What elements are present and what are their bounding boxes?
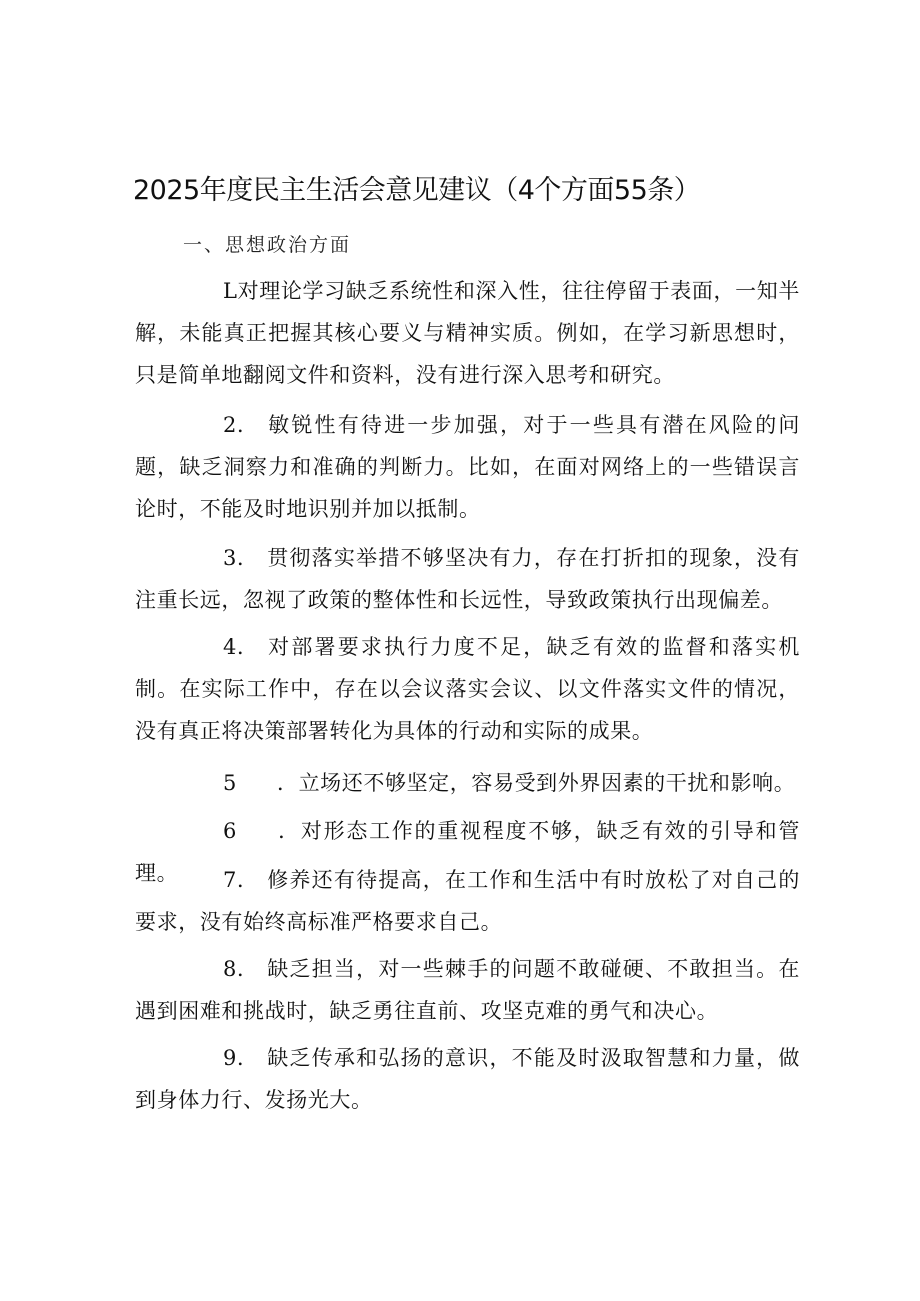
item-number: 6 — [223, 819, 237, 843]
document-title: 2025年度民主生活会意见建议（4个方面55条） — [133, 175, 701, 206]
item-text: 修养还有待提高，在工作和生活中有时放松了对自己的要求，没有始终高标准严格要求自己。 — [135, 868, 800, 934]
item-number: 2． — [223, 413, 259, 437]
item-text: ．对形态工作的重视程度不够，缺乏有效的引导和管理。 — [135, 819, 800, 885]
list-item — [135, 270, 800, 396]
item-text: 对理论学习缺乏系统性和深入性，往往停留于表面，一知半解，未能真正把握其核心要义与精神实质。例如，在学习新思想时，只是简单地翻阅文件和资料，没有进行深入思考和研究。 — [135, 279, 800, 387]
item-number: 7． — [223, 868, 259, 892]
list-item — [135, 626, 800, 752]
item-number: L — [223, 279, 238, 303]
item-number: 8． — [223, 957, 259, 981]
item-text: 贯彻落实举措不够坚决有力，存在打折扣的现象，没有注重长远，忽视了政策的整体性和长远性，导致政策执行出现偏差。 — [135, 546, 800, 612]
item-text: 敏锐性有待进一步加强，对于一些具有潜在风险的问题，缺乏洞察力和准确的判断力。比如，在面对网络上的一些错误言论时，不能及时地识别并加以抵制。 — [135, 413, 800, 521]
list-item — [135, 537, 800, 621]
item-text: 缺乏担当，对一些棘手的问题不敢碰硬、不敢担当。在遇到困难和挑战时，缺乏勇往直前、攻坚克难的勇气和决心。 — [135, 957, 800, 1023]
item-number: 3． — [223, 546, 259, 570]
item-text: 对部署要求执行力度不足，缺乏有效的监督和落实机制。在实际工作中，存在以会议落实会议、以文件落实文件的情况，没有真正将决策部署转化为具体的行动和实际的成果。 — [135, 635, 800, 743]
list-item — [135, 762, 800, 804]
list-item — [135, 404, 800, 530]
item-text: 缺乏传承和弘扬的意识，不能及时汲取智慧和力量，做到身体力行、发扬光大。 — [135, 1046, 800, 1112]
item-number: 5 — [223, 771, 237, 795]
item-number: 4． — [223, 635, 259, 659]
list-item — [135, 1037, 800, 1121]
list-item — [135, 859, 800, 943]
section-heading: 一、思想政治方面 — [183, 234, 352, 256]
item-number: 9． — [223, 1046, 259, 1070]
list-item — [135, 948, 800, 1032]
item-text: ．立场还不够坚定，容易受到外界因素的干扰和影响。 — [276, 771, 796, 795]
